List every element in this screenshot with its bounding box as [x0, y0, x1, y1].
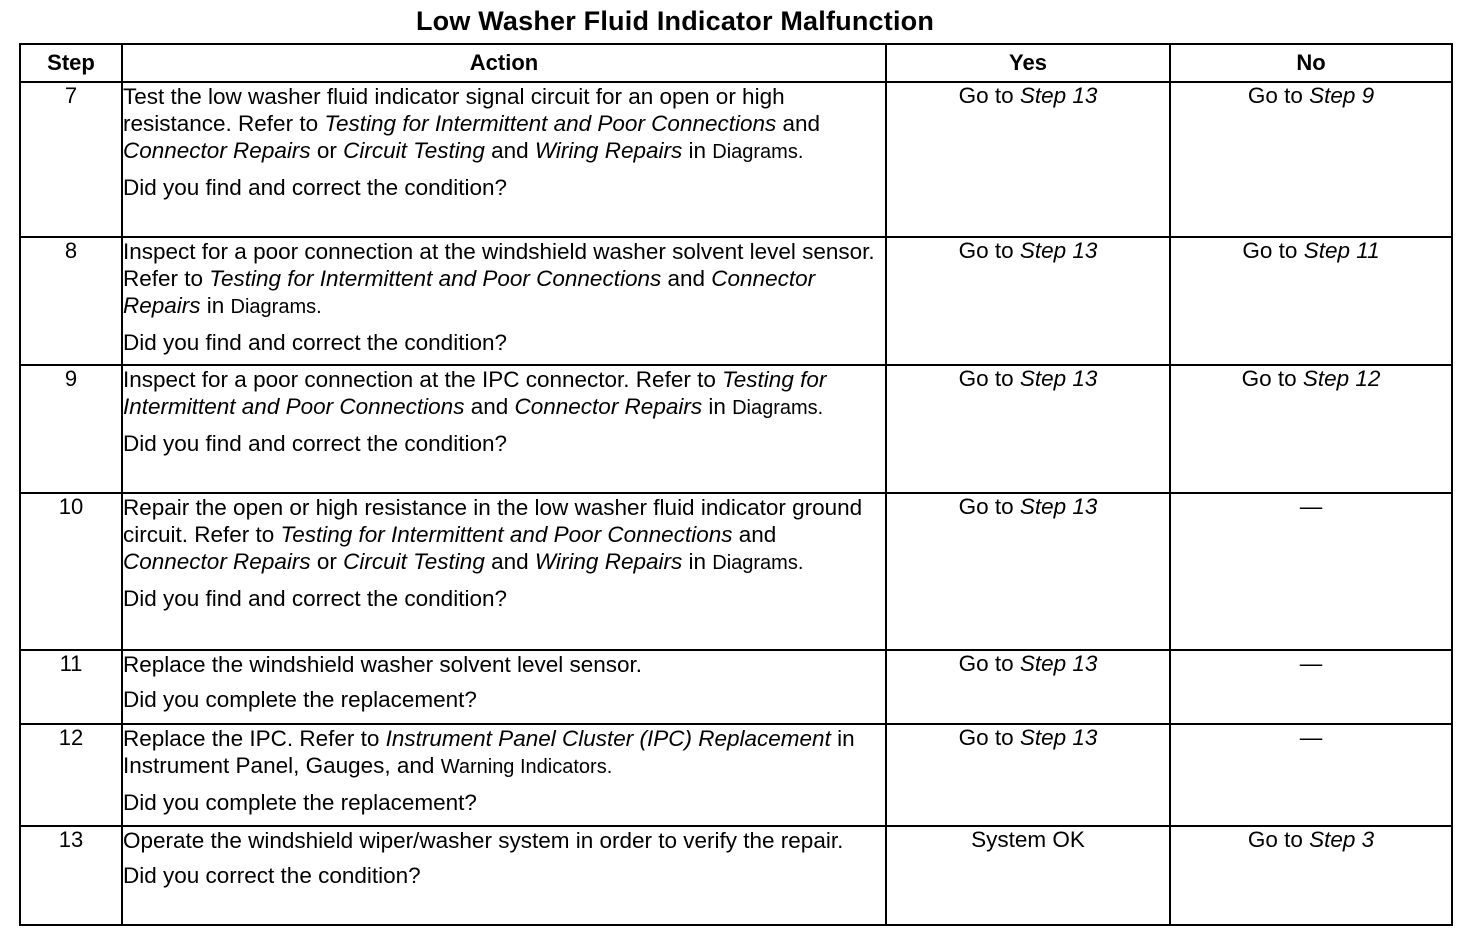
action-cell [122, 82, 886, 237]
step-number: 11 [20, 650, 122, 724]
action-question: Did you complete the replacement? [123, 790, 477, 815]
table-row [20, 365, 1452, 493]
no-cell: Go to Step 9 [1170, 82, 1452, 237]
step-number: 7 [20, 82, 122, 237]
step-number: 13 [20, 826, 122, 925]
header-action: Action [122, 44, 886, 82]
action-cell [122, 237, 886, 365]
yes-cell: Go to Step 13 [886, 493, 1170, 650]
action-cell [122, 724, 886, 826]
no-cell: Go to Step 11 [1170, 237, 1452, 365]
table-row [20, 82, 1452, 237]
no-cell: — [1170, 493, 1452, 650]
action-question: Did you correct the condition? [123, 863, 421, 888]
action-text: Operate the windshield wiper/washer system in order to verify the repair. [123, 828, 844, 853]
table-row [20, 493, 1452, 650]
action-cell [122, 826, 886, 925]
page-title: Low Washer Fluid Indicator Malfunction [415, 6, 935, 36]
no-cell: — [1170, 724, 1452, 826]
action-question: Did you find and correct the condition? [123, 330, 507, 355]
table-row [20, 826, 1452, 925]
yes-cell: Go to Step 13 [886, 237, 1170, 365]
header-no: No [1170, 44, 1452, 82]
yes-cell: Go to Step 13 [886, 724, 1170, 826]
yes-cell: System OK [886, 826, 1170, 925]
action-question: Did you find and correct the condition? [123, 586, 507, 611]
table-header-row [20, 44, 1452, 82]
step-number: 8 [20, 237, 122, 365]
action-cell [122, 493, 886, 650]
action-text: Replace the IPC. Refer to Instrument Panel Cluster (IPC) Replacement in Instrument Panel, Gauges, and Warning Indicators. [123, 726, 855, 778]
yes-cell: Go to Step 13 [886, 365, 1170, 493]
action-text: Test the low washer fluid indicator signal circuit for an open or high resistance. Refer to Testing for Intermittent and Poor Connections and Connector Repairs or Circuit Testing and Wiring Repairs in Diagrams. [123, 84, 821, 163]
table-row [20, 724, 1452, 826]
no-cell: — [1170, 650, 1452, 724]
action-text: Replace the windshield washer solvent level sensor. [123, 652, 643, 677]
step-number: 12 [20, 724, 122, 826]
action-question: Did you complete the replacement? [123, 687, 477, 712]
yes-cell: Go to Step 13 [886, 82, 1170, 237]
action-question: Did you find and correct the condition? [123, 431, 507, 456]
action-text: Inspect for a poor connection at the windshield washer solvent level sensor. Refer to Testing for Intermittent and Poor Connections and Connector Repairs in Diagrams. [123, 239, 875, 318]
step-number: 10 [20, 493, 122, 650]
table-row [20, 237, 1452, 365]
header-step: Step [20, 44, 122, 82]
no-cell: Go to Step 3 [1170, 826, 1452, 925]
step-number: 9 [20, 365, 122, 493]
action-question: Did you find and correct the condition? [123, 175, 507, 200]
action-text: Inspect for a poor connection at the IPC connector. Refer to Testing for Intermittent and Poor Connections and Connector Repairs in Diagrams. [123, 367, 827, 419]
yes-cell: Go to Step 13 [886, 650, 1170, 724]
diagnostic-table [19, 43, 1453, 926]
action-text: Repair the open or high resistance in the low washer fluid indicator ground circuit. Refer to Testing for Intermittent and Poor Connections and Connector Repairs or Circuit Testing and Wiring Repairs in Diagrams. [123, 495, 863, 574]
action-cell [122, 650, 886, 724]
action-cell [122, 365, 886, 493]
header-yes: Yes [886, 44, 1170, 82]
no-cell: Go to Step 12 [1170, 365, 1452, 493]
table-row [20, 650, 1452, 724]
